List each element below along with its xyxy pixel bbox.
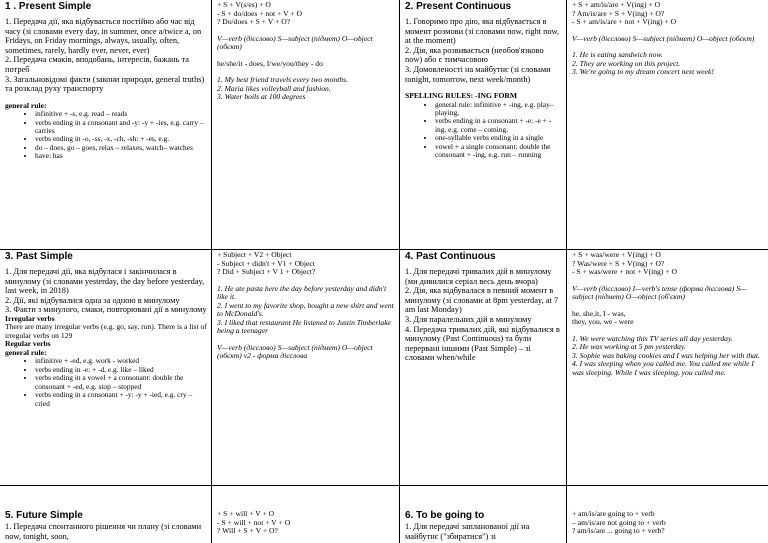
example-line: 1. My best friend travels every two months. [217,75,348,84]
formula-line: - S + am/is/are + not + V(ing) + O [572,17,677,26]
pronoun-note: he, she,it, I - was, [572,308,626,318]
present-continuous-use-2: 2. Дія, яка розвивається (необов'язково now) або є тимчасовою [405,45,544,65]
example-line: 2. He was working at 5 pm yesterday. [572,342,686,351]
present-simple-rules [5,110,207,160]
present-simple-cell [0,0,212,250]
formula-line: + S + was/were + V(ing) + O [572,250,661,259]
past-continuous-formula-cell [567,250,768,486]
pronoun-note: he/she/it - does, I/we/you/they - do [217,58,323,68]
present-simple-title: 1 . Present Simple [5,1,92,12]
present-continuous-rules [405,101,562,160]
list-item: • vowel + a single consonant: double the consonant + -ing, e.g. run – running [435,143,562,160]
present-continuous-title: 2. Present Continuous [405,1,512,12]
pronoun-note: they, you, we - were [572,317,634,326]
list-item: • do – does, go – goes, relax – relaxes, watch– watches [35,144,207,152]
example-line: 2. I went to my favorite shop, bought a new shirt and went to McDonald's. [217,300,394,318]
going-to-cell [400,486,567,543]
formula-line: - Subject + didn't + V1 + Object [217,258,315,268]
list-item: • verbs ending in a consonant and -y: -y + -ies, e.g. carry – carries [35,119,207,136]
present-simple-rule-heading: general rule: [5,100,47,110]
formula-line: - S + was/were + not + V(ing) + O [572,267,677,276]
list-item: • verbs ending in a consonant + -y: -y + -ied, e.g. cry – cried [35,391,207,408]
past-simple-use-2: 2. Дії, які відбувалися одна за одною в минулому [5,295,180,305]
list-item: • verbs ending in a consonant + -e: -e + -ing, e.g. come – coming, [435,117,562,134]
going-to-use-1: 1. Для передачі запланованої дії на майбутнє ("збиратися") зі [405,522,530,541]
irregular-text: There are many irregular verbs (e.g. go, say, run). There is a list of irregular verbs on 129 [5,322,207,340]
list-item: • verbs ending in -o, -ss, -x, -ch, -sh: + -es, e.g. [35,135,207,143]
formula-legend: V—verb (дієслово) S—subject (підмет) O—object (обєкт) [572,33,755,43]
future-simple-formula-cell [212,486,400,543]
list-item: • verbs ending in -e: + -d, e.g. like – liked [35,366,207,374]
present-simple-use-3: 3. Загальновідомі факти (закони природи, general truths) та розклад руху транспорту [5,74,205,94]
formula-line: ? Was/were + S + V(ing) + O? [572,258,665,268]
formula-line: + S + V(s/es) + O [217,0,271,9]
formula-legend: V—verb (дієслово) S—subject (підмет) O—object (обєкт) v2 - форма дієслова [217,342,373,360]
formula-line: - S + will + not + V + O [217,517,291,527]
past-simple-formula-cell [212,250,400,486]
regular-heading: Regular verbs [5,339,51,349]
going-to-formula-cell [567,486,768,543]
list-item: • general rule: infinitive + -ing, e.g. play– playing, [435,101,562,118]
present-simple-use-1: 1. Передача дії, яка відбувається постійно або час від часу (зі словами every day, in summer, once a/twice a, on Fridays, on Friday mornings, always, usually, often, sometimes, rarely, hardly ever, never, ever) [5,17,202,55]
past-continuous-use-4: 4. Передача тривалих дій, які відбувалися в минулому (Past Continuous) та були перервані іншими (Past Simple) – зі словами when/while [405,324,560,363]
spelling-rules-heading: SPELLING RULES: -ING FORM [405,91,518,101]
past-simple-rules [5,357,207,407]
formula-line: ? Do/does + S + V + O? [217,17,291,26]
example-line: 1. He is eating sandwich now. [572,50,663,59]
future-simple-title: 5. Future Simple [5,510,83,521]
list-item: • verbs ending in a vowel + a consonant: double the consonant + -ed, e.g. stop – stopped [35,374,207,391]
past-simple-use-3: 3. Факти з минулого, смаки, повторювані дії в минулому [5,305,207,315]
present-simple-use-2: 2. Передача смаків, вподобань, інтересів, бажань та потреб [5,55,189,74]
example-line: 2. Maria likes volleyball and fashion. [217,83,331,93]
future-simple-cell [0,486,212,543]
example-line: 3. Water boils at 100 degrees [217,92,306,101]
past-simple-rule-heading: general rule: [5,347,47,357]
going-to-title: 6. To be going to [405,510,485,521]
example-line: 2. They are working on this project. [572,58,681,68]
formula-line: ? am/is/are ... going to + verb? [572,526,665,535]
formula-line: - S + do/does + not + V + O [217,8,302,18]
past-continuous-use-1: 1. Для передачі тривалих дій в минулому (ми дивилися серіал весь день вчора) [405,267,552,286]
past-continuous-cell [400,250,567,486]
present-continuous-formula-cell [567,0,768,250]
formula-legend: V—verb (дієслово) S—subject (підмет) O—object (обєкт) [217,33,373,51]
formula-line: + S + am/is/are + V(ing) + O [572,0,661,9]
formula-line: ? Will + S + V + O? [217,526,278,535]
past-simple-title: 3. Past Simple [5,251,73,262]
formula-legend: V—verb (дієслово) I—verb's tense (форма дієслова) S—subject (підмет) O—object (об'єкт) [572,283,747,301]
list-item: • infinitive + -s, e.g. read – reads [35,110,207,118]
past-simple-use-1: 1. Для передачі дії, яка відбулася і закінчилася в минулому (зі словами yesterday, the day before yesterday, last week, in 2018) [5,267,205,296]
past-continuous-use-3: 3. Для паралельних дій в минулому [405,314,532,324]
present-simple-formula-cell [212,0,400,250]
example-line: 4. I was sleeping when you called me. You called me while I was sleeping. While I was sleeping, you called me. [572,359,754,377]
past-continuous-use-2: 2. Дія, яка відбувалася в певний момент в минулому (зі словами at 8pm yesterday, at 7 am last Monday) [405,286,559,315]
past-simple-cell [0,250,212,486]
present-continuous-use-1: 1. Говоримо про дію, яка відбувається в момент розмови (зі словами now, right now, at the moment) [405,17,560,46]
example-line: 3. Sophie was baking cookies and I was helping her with that. [572,350,760,360]
formula-line: + S + will + V + O [217,509,275,518]
example-line: 1. We were watching this TV series all day yesterday. [572,333,733,343]
list-item: • have: has [35,152,207,160]
list-item: • one-syllable verbs ending in a single [435,134,562,142]
example-line: 3. I liked that restaurant He listened to Justin Timberlake being a teenager [217,317,391,335]
list-item: • infinitive + -ed, e.g. work - worked [35,357,207,365]
present-continuous-use-3: 3. Домовленості на майбутнє (зі словами tonight, tomorrow, next week/month) [405,64,551,84]
example-line: 1. He ate pasta here the day before yesterday and didn't like it. [217,283,387,301]
formula-line: + Subject + V2 + Object [217,250,292,259]
formula-line: ? Did + Subject + V 1 + Object? [217,267,316,276]
future-simple-use-1: 1. Передача спонтанного рішення чи плану (зі словами now, tonight, soon, [5,522,202,541]
formula-line: ? Am/is/are + S + V(ing) + O? [572,8,665,18]
formula-line: – am/is/are not going to + verb [572,517,666,527]
example-line: 3. We're going to my dream concert next week! [572,67,714,76]
irregular-heading: Irregular verbs [5,313,55,323]
past-continuous-title: 4. Past Continuous [405,251,496,262]
formula-line: + am/is/are going to + verb [572,509,655,518]
present-continuous-cell [400,0,567,250]
